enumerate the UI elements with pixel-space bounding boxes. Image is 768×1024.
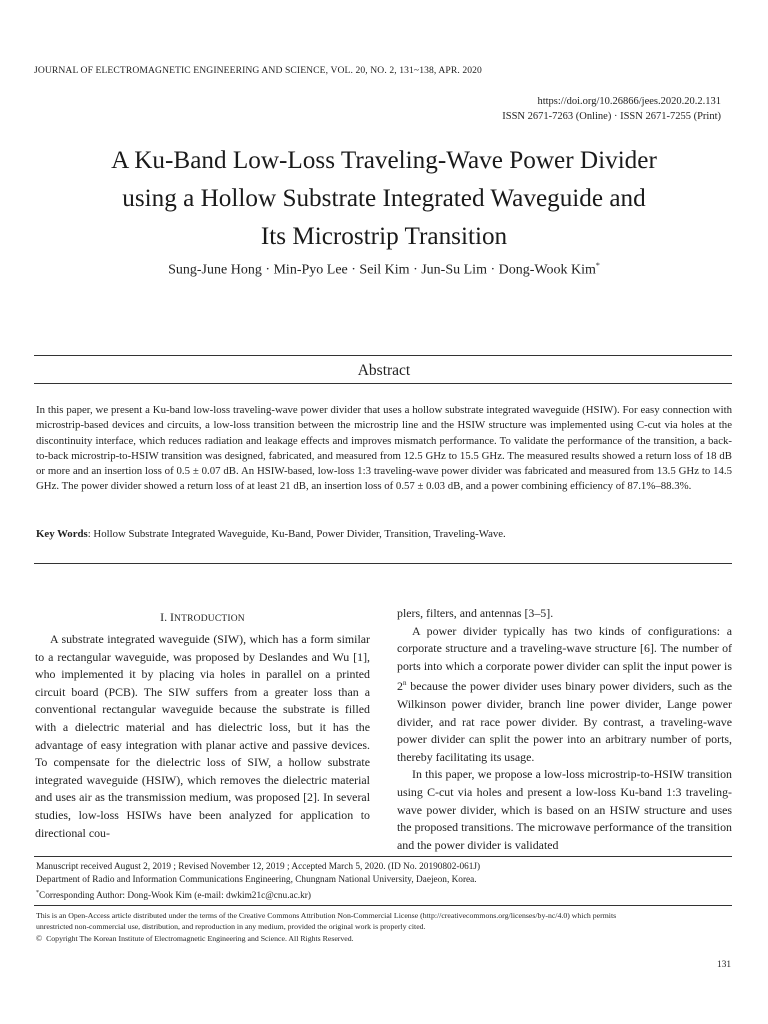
abstract-heading-rule (34, 383, 732, 384)
copyright-line (36, 933, 732, 944)
section-heading-introduction (35, 610, 370, 625)
title-line-3: Its Microstrip Transition (260, 223, 508, 250)
title-line-2: using a Hollow Substrate Integrated Waveguide and (122, 185, 646, 212)
manuscript-dates: Manuscript received August 2, 2019 ; Revised November 12, 2019 ; Accepted March 5, 2020. (ID No. 20190802-061J) (36, 862, 481, 872)
exponent-n: n (402, 679, 407, 688)
license-line-2: unrestricted non-commercial use, distribution, and reproduction in any medium, provided the original work is properly cited. (36, 922, 426, 932)
abstract-paragraph: In this paper, we present a Ku-band low-loss traveling-wave power divider that uses a hollow substrate integrated waveguide (HSIW). For easy connection with microstrip-based devices and circuits, a low-loss transition between the microstrip line and the HSIW structure was implemented using C-cut via holes at the discontinuity interface, which reduces radiation and leakage effects and improves mismatch performance. To validate the performance of the transition, a back-to-back microstrip-to-HSIW transition was designed, fabricated, and measured from 12.5 GHz to 15.5 GHz. The measured results showed a return loss of 18 dB or more and an insertion loss of 0.5 ± 0.07 dB. An HSIW-based, low-loss 1:3 traveling-wave power divider was fabricated and measured from 13.5 GHz to 14.5 GHz. The power divider showed a return loss of at least 21 dB, an insertion loss of 0.57 ± 0.03 dB, and a power combining efficiency of 87.1%–88.3%. (36, 404, 732, 493)
column-right (397, 605, 732, 854)
section-number: I. I (160, 610, 175, 624)
copyright-icon: © (36, 933, 43, 943)
intro-paragraph-2-part-a: A power divider typically has two kinds of configurations: a corporate structure and a traveling-wave structure [6]. The number of ports into which a corporate power divider can split the input power is 2 (397, 623, 732, 694)
author-list (0, 261, 768, 279)
footnote-rule (34, 856, 732, 857)
intro-paragraph-2-part-b: because the power divider uses binary power dividers, such as the Wilkinson power divider, branch line power divider, Lange power divider, and rat race power divider. By contrast, a traveling-wave power divider can split the power into an arbitrary number of ports, thereby facilitating its usage. (397, 679, 732, 764)
license-rule (34, 905, 732, 906)
license-block (36, 910, 732, 944)
keywords-label: Key Words (36, 528, 88, 540)
issn-line: ISSN 2671-7263 (Online) · ISSN 2671-7255 (Print) (502, 110, 721, 122)
corresponding-author-mark: * (595, 261, 600, 270)
doi-block (502, 95, 721, 124)
corresponding-mark: * (36, 889, 39, 896)
abstract-top-rule (34, 355, 732, 356)
abstract-bottom-rule (34, 563, 732, 564)
abstract-body (36, 403, 732, 495)
author-names: Sung-June Hong · Min-Pyo Lee · Seil Kim · Jun-Su Lim · Dong-Wook Kim (168, 262, 596, 278)
affiliation: Department of Radio and Information Communications Engineering, Chungnam National University, Daejeon, Korea. (36, 874, 477, 885)
doi-link[interactable]: https://doi.org/10.26866/jees.2020.20.2.131 (537, 96, 721, 107)
intro-paragraph-continued: plers, filters, and antennas [3–5]. (397, 606, 554, 620)
copyright-text: Copyright The Korean Institute of Electromagnetic Engineering and Science. All Rights Reserved. (46, 933, 354, 943)
title-line-1: A Ku-Band Low-Loss Traveling-Wave Power Divider (111, 147, 657, 174)
keywords (36, 528, 732, 540)
column-left (35, 631, 370, 842)
corresponding-author (36, 887, 732, 903)
keywords-text: : Hollow Substrate Integrated Waveguide, Ku-Band, Power Divider, Transition, Traveling-Wave. (87, 528, 506, 540)
license-line-1: This is an Open-Access article distributed under the terms of the Creative Commons Attribution Non-Commercial License (http://creativecommons.org/licenses/by-nc/4.0) which permits (36, 911, 617, 920)
corresponding-text: Corresponding Author: Dong-Wook Kim (e-mail: dwkim21c@cnu.ac.kr) (39, 890, 311, 901)
intro-paragraph-1: A substrate integrated waveguide (SIW), which has a form similar to a rectangular waveguide, was proposed by Deslandes and Wu [1], who implemented it by placing via holes in parallel on a printed circuit board (PCB). The SIW suffers from a greater loss than a conventional rectangular waveguide because the substrate is filled with a dielectric material and has dielectric loss, but it has the advantage of easy integration with planar active and passive devices. To compensate for the dielectric loss of SIW, a hollow substrate integrated waveguide (HSIW), which removes the dielectric material and uses air as the transmission medium, was proposed [2]. In several studies, low-loss HSIWs have been analyzed for application to directional cou- (35, 632, 370, 840)
section-title: NTRODUCTION (174, 614, 245, 624)
page-number: 131 (717, 960, 731, 970)
intro-paragraph-2 (397, 623, 732, 767)
journal-header: JOURNAL OF ELECTROMAGNETIC ENGINEERING AND SCIENCE, VOL. 20, NO. 2, 131~138, APR. 2020 (34, 65, 482, 76)
abstract-heading: Abstract (357, 362, 411, 379)
intro-paragraph-3: In this paper, we propose a low-loss microstrip-to-HSIW transition using C-cut via holes and present a low-loss Ku-band 1:3 traveling-wave power divider, which is based on an HSIW structure and uses the proposed transitions. The microwave performance of the transition and the power divider is validated (397, 767, 732, 852)
footnotes (36, 861, 732, 902)
paper-title (30, 142, 738, 256)
